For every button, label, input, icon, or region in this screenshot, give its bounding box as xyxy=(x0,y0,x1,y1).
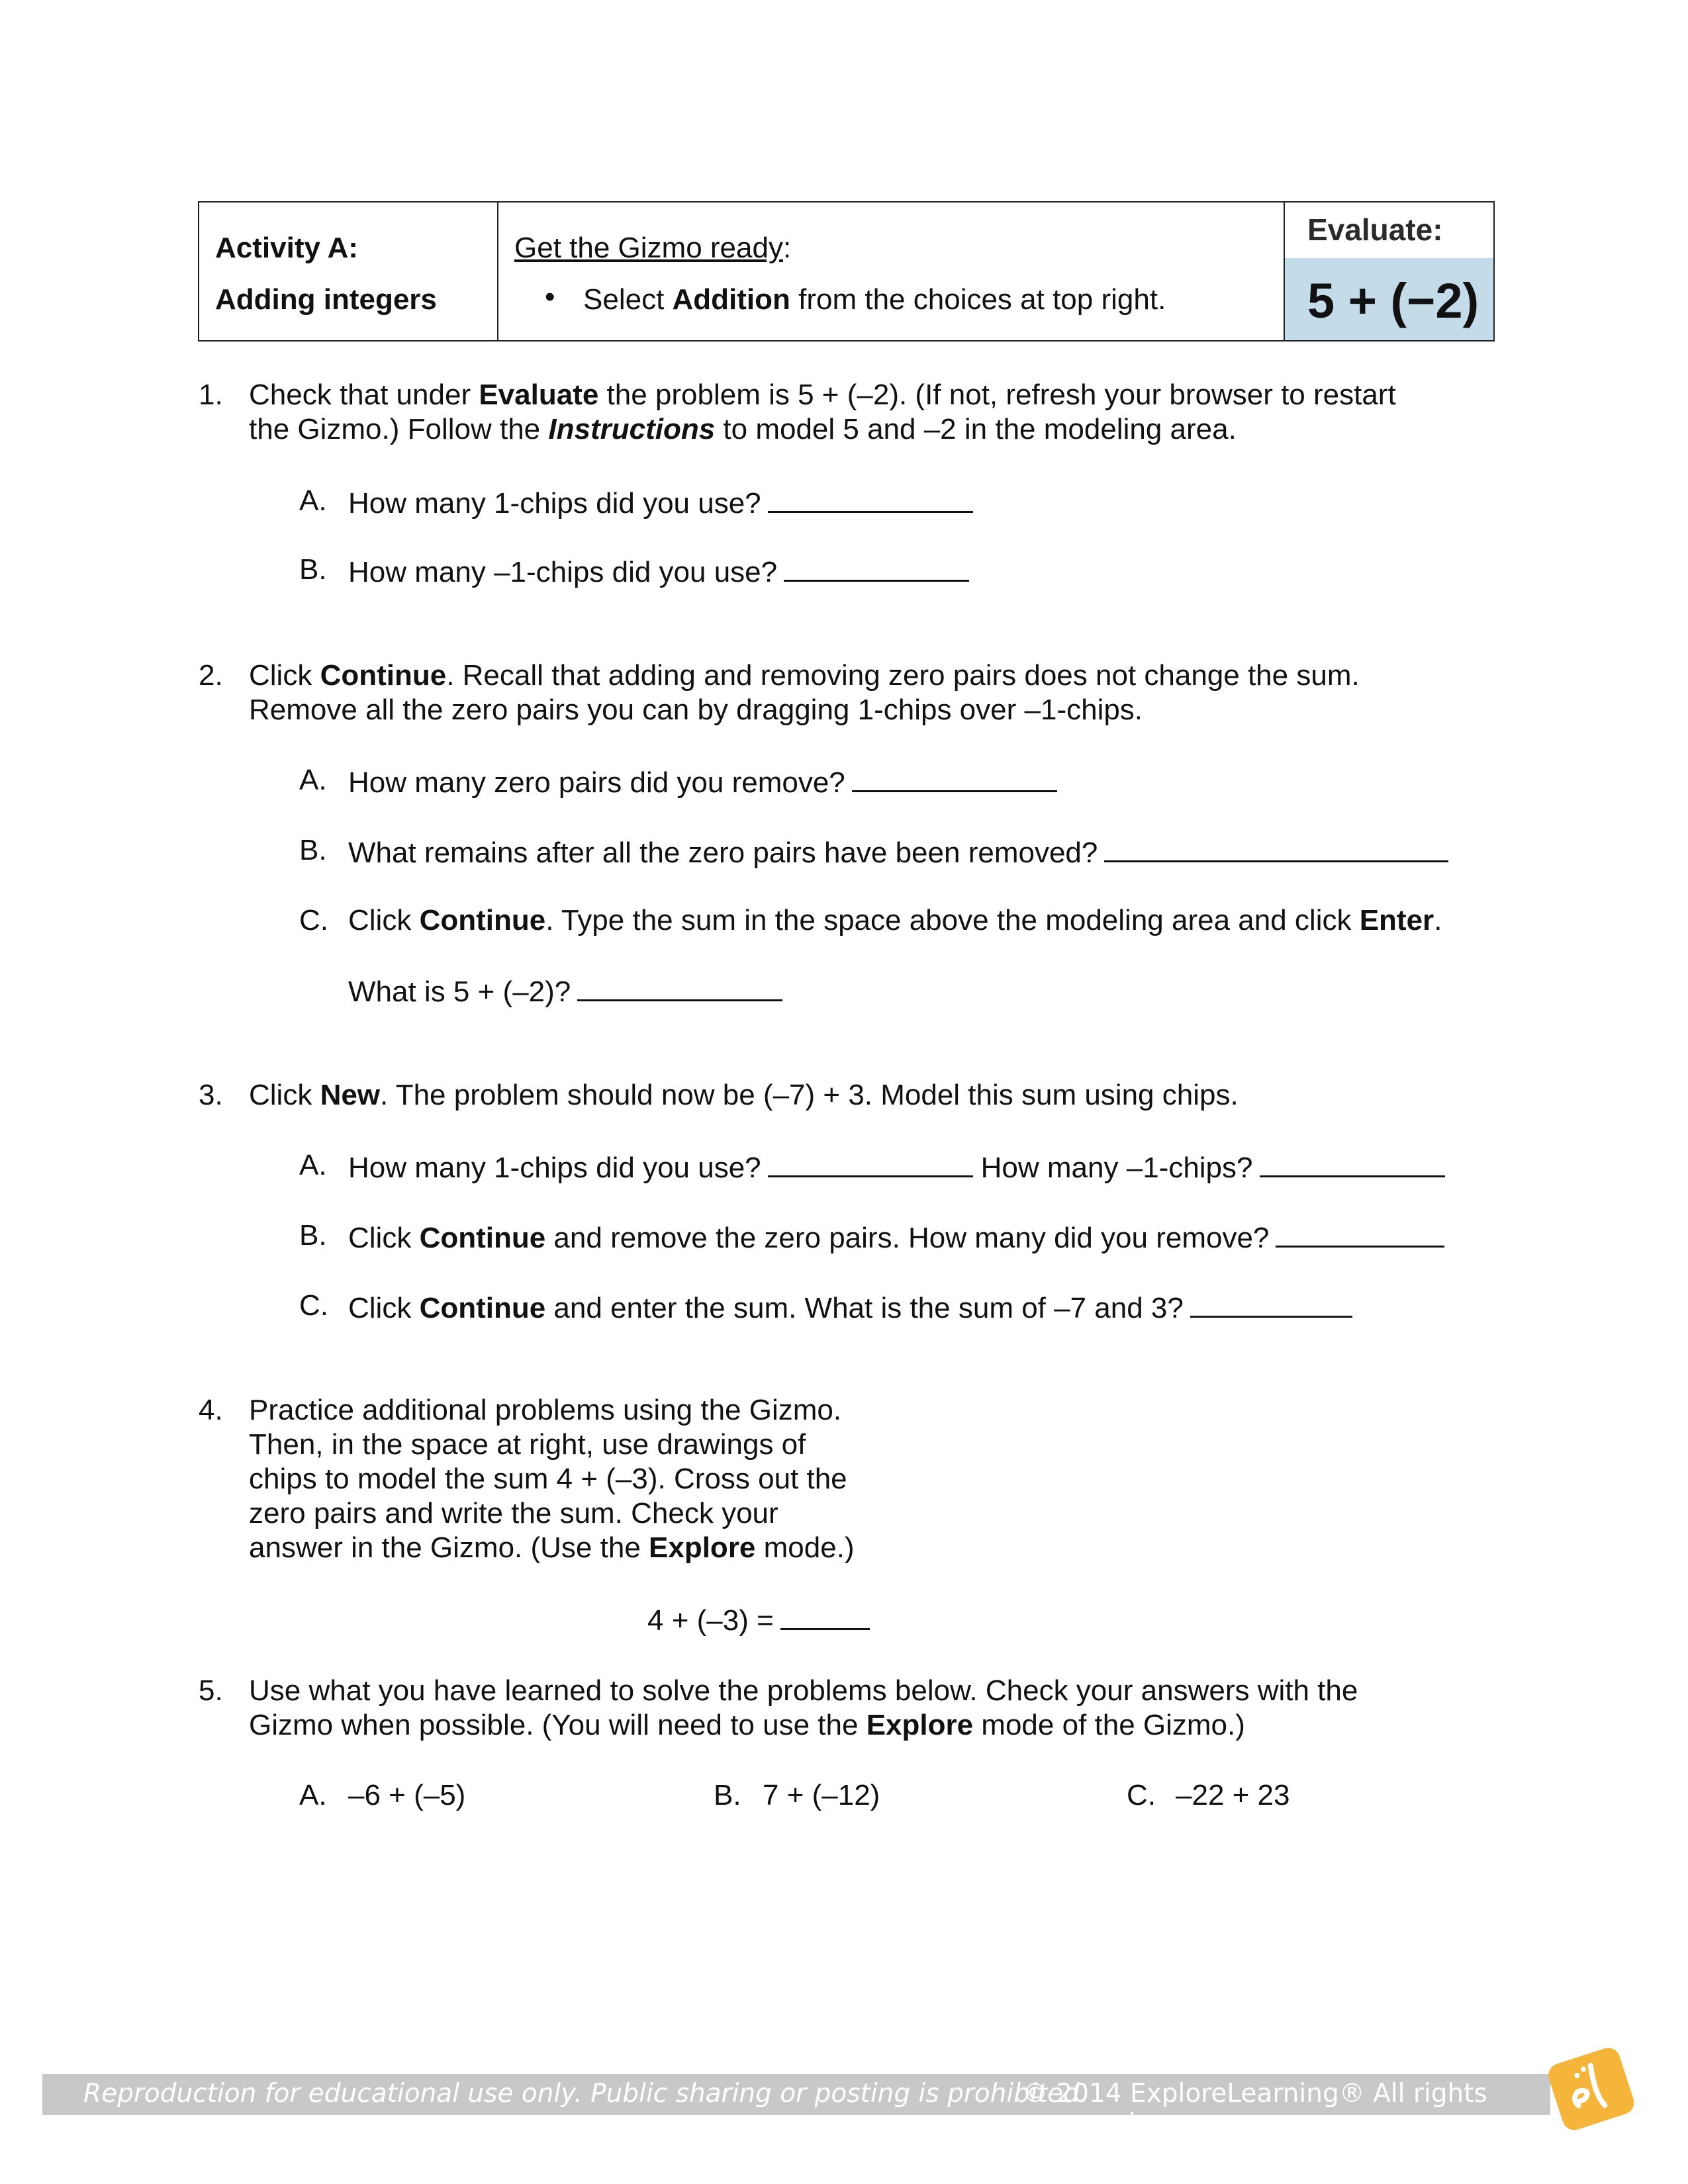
answer-blank[interactable] xyxy=(780,1602,870,1630)
question-text: How many zero pairs did you remove? xyxy=(348,766,845,799)
footer-disclaimer: Reproduction for educational use only. Public sharing or posting is prohibited. xyxy=(83,2079,1088,2109)
question-4-line-3: chips to model the sum 4 + (–3). Cross out the xyxy=(249,1463,847,1495)
footer-copyright: © 2014 ExploreLearning® All rights reserved xyxy=(1022,2079,1487,2138)
question-5c: –22 + 23 xyxy=(1176,1779,1290,1811)
bold-text: Continue xyxy=(419,1222,546,1254)
bold-text: New xyxy=(320,1079,381,1111)
text: . xyxy=(1434,904,1442,936)
question-1-number: 1. xyxy=(199,379,223,411)
answer-blank[interactable] xyxy=(768,1149,973,1177)
evaluate-cell xyxy=(1285,203,1493,340)
activity-subtitle: Adding integers xyxy=(215,283,437,316)
gizmo-ready-cell xyxy=(498,203,1285,340)
text: mode of the Gizmo.) xyxy=(973,1709,1245,1741)
question-2-line-1 xyxy=(249,659,1360,693)
question-4-equation xyxy=(647,1602,870,1638)
bold-text: Explore xyxy=(866,1709,974,1741)
gizmo-instruction xyxy=(583,283,1166,316)
answer-blank[interactable] xyxy=(1260,1149,1445,1177)
explorelearning-logo-icon xyxy=(1542,2040,1642,2139)
evaluate-label: Evaluate: xyxy=(1307,212,1443,247)
question-5b: 7 + (–12) xyxy=(763,1779,880,1811)
bold-text: Enter xyxy=(1359,904,1434,936)
question-text: How many –1-chips? xyxy=(980,1152,1253,1184)
text: the problem is 5 + (–2). (If not, refresh your browser to restart xyxy=(598,379,1396,411)
question-2b-label: B. xyxy=(299,834,327,866)
question-4-line-2: Then, in the space at right, use drawings of xyxy=(249,1428,806,1461)
bold-italic-text: Instructions xyxy=(548,413,716,445)
text: and enter the sum. What is the sum of –7 and 3? xyxy=(545,1292,1184,1324)
question-2c-sum xyxy=(348,973,782,1009)
bold-text: Continue xyxy=(419,1292,546,1324)
question-5a-label: A. xyxy=(299,1779,327,1811)
question-1-line-1 xyxy=(249,379,1396,412)
question-2a-label: A. xyxy=(299,764,327,796)
text: the Gizmo.) Follow the xyxy=(249,413,549,445)
gizmo-ready-heading xyxy=(514,232,791,265)
question-5-number: 5. xyxy=(199,1674,223,1707)
text: Click xyxy=(348,904,420,936)
text: from the choices at top right. xyxy=(790,283,1166,316)
question-3c xyxy=(348,1289,1352,1326)
text: Check that under xyxy=(249,379,479,411)
activity-cell xyxy=(199,203,498,340)
question-1b-label: B. xyxy=(299,553,327,586)
answer-blank[interactable] xyxy=(1104,834,1448,862)
question-4-line-1: Practice additional problems using the Gizmo. xyxy=(249,1394,842,1426)
question-3-number: 3. xyxy=(199,1079,223,1111)
text: Select xyxy=(583,283,673,316)
question-5c-label: C. xyxy=(1127,1779,1156,1811)
question-1-line-2 xyxy=(249,413,1237,447)
question-1a xyxy=(348,484,973,521)
question-3c-label: C. xyxy=(299,1289,328,1322)
question-4-number: 4. xyxy=(199,1394,223,1426)
bold-text: Evaluate xyxy=(479,379,599,411)
question-4-line-5 xyxy=(249,1531,855,1565)
answer-blank[interactable] xyxy=(784,553,969,582)
question-5b-label: B. xyxy=(714,1779,741,1811)
footer-bar xyxy=(42,2074,1550,2138)
text: to model 5 and –2 in the modeling area. xyxy=(715,413,1237,445)
activity-title: Activity A: xyxy=(215,232,358,264)
question-text: What is 5 + (–2)? xyxy=(348,976,571,1008)
question-3a-label: A. xyxy=(299,1149,327,1181)
answer-blank[interactable] xyxy=(1276,1219,1444,1248)
question-2-line-2: Remove all the zero pairs you can by dragging 1-chips over –1-chips. xyxy=(249,694,1143,726)
gizmo-ready-link-text: Get the Gizmo ready xyxy=(514,232,783,264)
text: Gizmo when possible. (You will need to use the xyxy=(249,1709,867,1741)
question-1b xyxy=(348,553,969,590)
answer-blank[interactable] xyxy=(1190,1289,1352,1318)
bold-text: Explore xyxy=(649,1531,756,1564)
text: Click xyxy=(249,1079,320,1111)
bullet-icon: • xyxy=(545,281,555,313)
question-2-number: 2. xyxy=(199,659,223,692)
answer-blank[interactable] xyxy=(852,764,1057,792)
text: answer in the Gizmo. (Use the xyxy=(249,1531,649,1564)
activity-header-table xyxy=(198,201,1495,341)
question-2a xyxy=(348,764,1057,800)
question-5-line-1: Use what you have learned to solve the problems below. Check your answers with the xyxy=(249,1674,1358,1707)
question-2c xyxy=(348,904,1442,938)
text: mode.) xyxy=(755,1531,855,1564)
evaluate-label-area xyxy=(1285,203,1493,258)
text: Click xyxy=(249,659,320,692)
question-5-line-2 xyxy=(249,1709,1245,1743)
colon: : xyxy=(782,232,792,264)
answer-blank[interactable] xyxy=(577,973,782,1001)
question-3b xyxy=(348,1219,1444,1255)
text: . Recall that adding and removing zero pairs does not change the sum. xyxy=(446,659,1360,692)
question-text: How many 1-chips did you use? xyxy=(348,487,761,520)
question-3a xyxy=(348,1149,1445,1185)
question-3b-label: B. xyxy=(299,1219,327,1251)
bold-text: Continue xyxy=(320,659,447,692)
text: Click xyxy=(348,1222,420,1254)
text: Click xyxy=(348,1292,420,1324)
evaluate-expression: 5 + (−2) xyxy=(1307,273,1479,328)
text: . The problem should now be (–7) + 3. Model this sum using chips. xyxy=(380,1079,1239,1111)
question-2c-label: C. xyxy=(299,904,328,936)
text: and remove the zero pairs. How many did you remove? xyxy=(545,1222,1270,1254)
question-text: How many 1-chips did you use? xyxy=(348,1152,761,1184)
question-2b xyxy=(348,834,1448,870)
equation-text: 4 + (–3) = xyxy=(647,1604,774,1637)
question-text: What remains after all the zero pairs have been removed? xyxy=(348,837,1098,869)
question-4-line-4: zero pairs and write the sum. Check your xyxy=(249,1497,778,1529)
bold-text: Addition xyxy=(672,283,790,316)
text: . Type the sum in the space above the modeling area and click xyxy=(545,904,1360,936)
question-3-line-1 xyxy=(249,1079,1239,1113)
question-1a-label: A. xyxy=(299,484,327,517)
bold-text: Continue xyxy=(419,904,546,936)
evaluate-expression-box xyxy=(1285,258,1493,340)
question-5a: –6 + (–5) xyxy=(348,1779,466,1811)
question-text: How many –1-chips did you use? xyxy=(348,556,778,588)
answer-blank[interactable] xyxy=(768,484,973,513)
